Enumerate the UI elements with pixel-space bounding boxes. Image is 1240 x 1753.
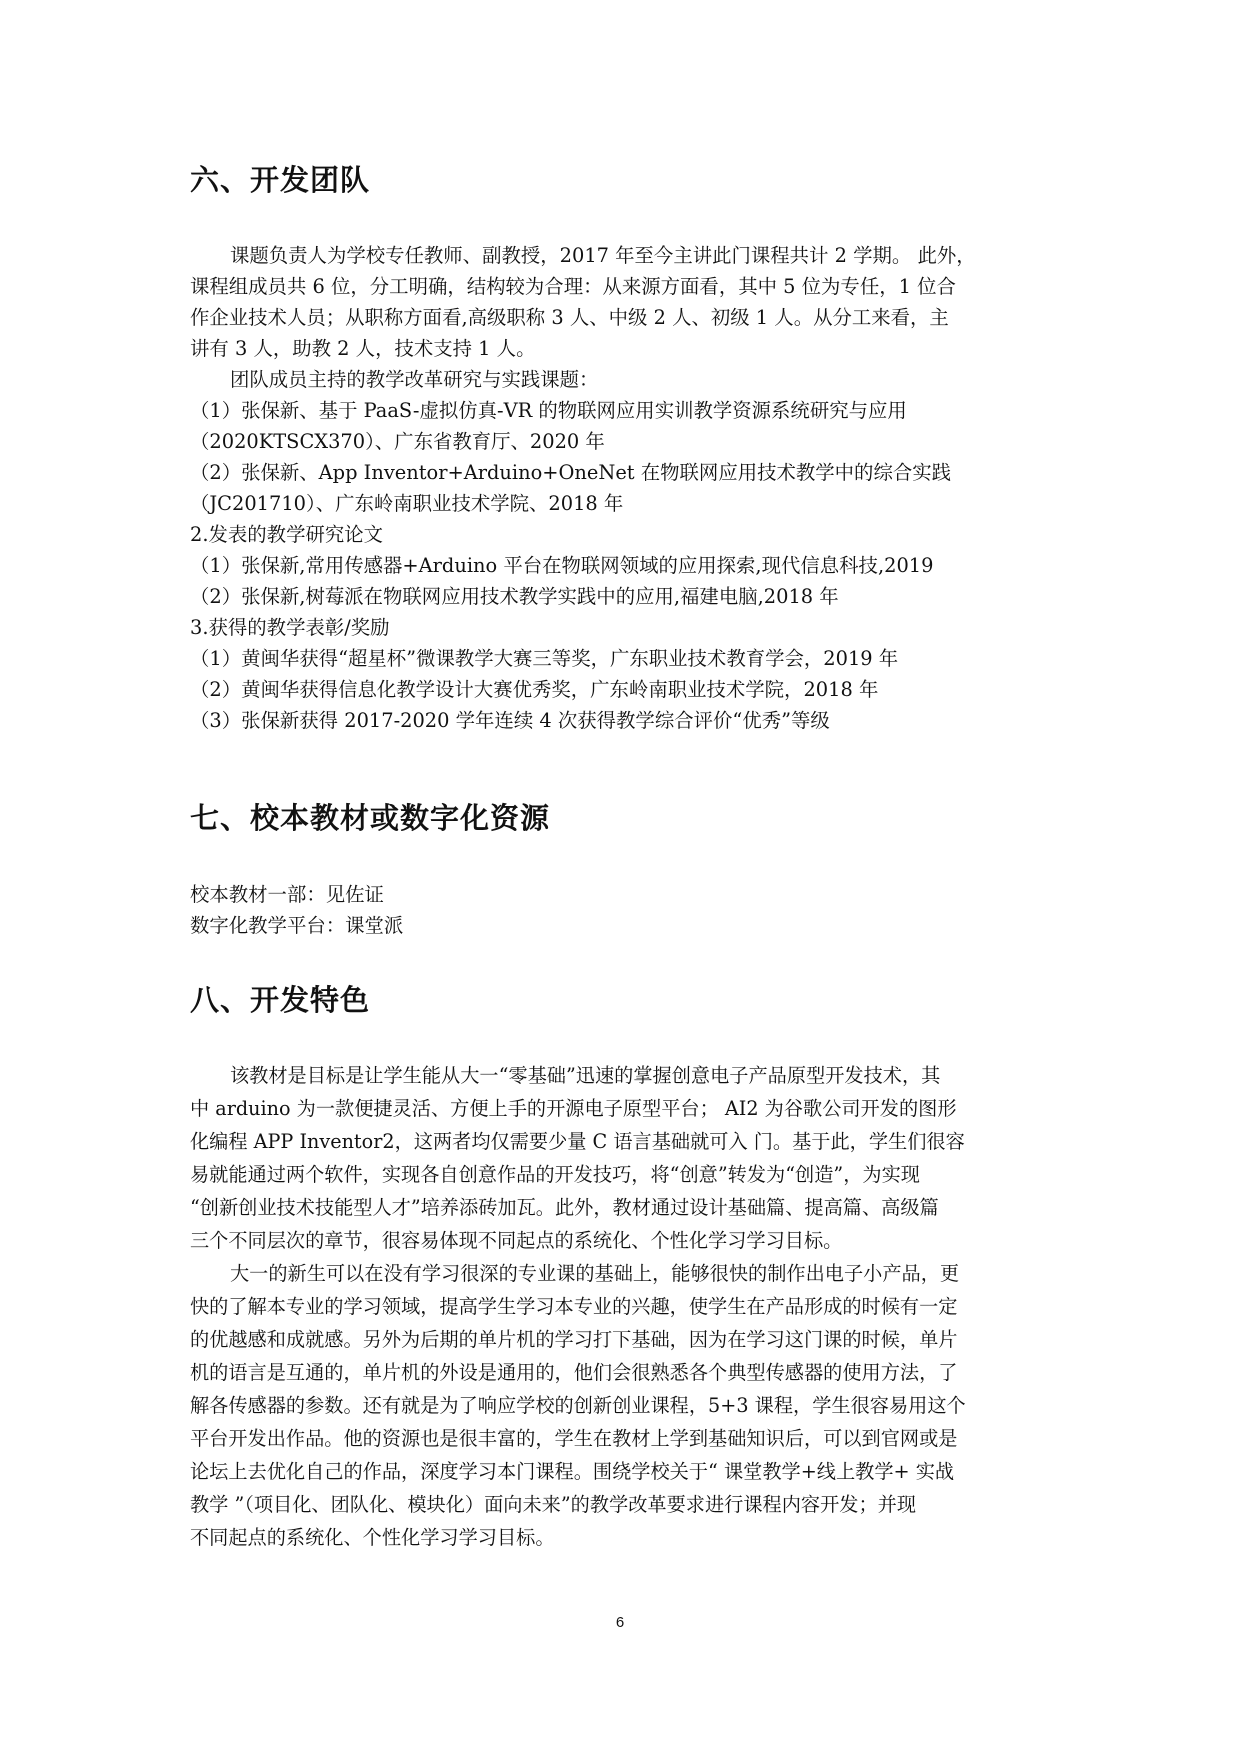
paragraph-line: 讲有 3 人，助教 2 人，技术支持 1 人。 [190, 337, 536, 360]
section-body-resources [190, 881, 1050, 961]
paragraph-line: 易就能通过两个软件，实现各自创意作品的开发技巧，将“创意”转发为“创造”，为实现 [190, 1163, 920, 1186]
paragraph-line: 的优越感和成就感。另外为后期的单片机的学习打下基础，因为在学习这门课的时候，单片 [190, 1328, 958, 1351]
section-body-features [190, 1062, 1050, 1582]
list-item-line: （2）黄闽华获得信息化教学设计大赛优秀奖，广东岭南职业技术学院，2018 年 [190, 678, 879, 701]
paragraph-line: 大一的新生可以在没有学习很深的专业课的基础上，能够很快的制作出电子小产品，更 [230, 1262, 960, 1285]
list-item-line: （1）黄闽华获得“超星杯”微课教学大赛三等奖，广东职业技术教育学会，2019 年 [190, 647, 899, 670]
paragraph-line: 机的语言是互通的，单片机的外设是通用的，他们会很熟悉各个典型传感器的使用方法，了 [190, 1361, 958, 1384]
list-item-line: （JC201710）、广东岭南职业技术学院、2018 年 [190, 492, 624, 515]
paragraph-line: 课程组成员共 6 位，分工明确，结构较为合理：从来源方面看，其中 5 位为专任，1 位合 [190, 275, 956, 298]
list-item-line: （1）张保新、基于 PaaS-虚拟仿真-VR 的物联网应用实训教学资源系统研究与应用 [190, 399, 907, 422]
list-item-line: （2020KTSCX370）、广东省教育厅、2020 年 [190, 430, 605, 453]
section-heading-features: 八、开发特色 [190, 983, 371, 1017]
subheading-line: 3.获得的教学表彰/奖励 [190, 616, 390, 639]
section-heading-dev-team: 六、开发团队 [190, 163, 371, 197]
list-item-line: （1）张保新,常用传感器+Arduino 平台在物联网领域的应用探索,现代信息科技,2019 [190, 554, 934, 577]
paragraph-line: 快的了解本专业的学习领域，提高学生学习本专业的兴趣，使学生在产品形成的时候有一定 [190, 1295, 958, 1318]
list-item-line: （2）张保新、App Inventor+Arduino+OneNet 在物联网应用技术教学中的综合实践 [190, 461, 952, 484]
paragraph-line: 教学 ”（项目化、团队化、模块化）面向未来”的教学改革要求进行课程内容开发；并现 [190, 1493, 917, 1516]
paragraph-line: 数字化教学平台：课堂派 [190, 914, 404, 937]
paragraph-line: 校本教材一部：见佐证 [190, 883, 384, 906]
subheading-line: 2.发表的教学研究论文 [190, 523, 384, 546]
paragraph-line: 该教材是目标是让学生能从大一“零基础”迅速的掌握创意电子产品原型开发技术，其 [230, 1064, 941, 1087]
paragraph-line: 团队成员主持的教学改革研究与实践课题： [230, 368, 599, 391]
paragraph-line: 中 arduino 为一款便捷灵活、方便上手的开源电子原型平台； AI2 为谷歌公司开发的图形 [190, 1097, 957, 1120]
section-heading-resources: 七、校本教材或数字化资源 [190, 801, 551, 835]
paragraph-line: 不同起点的系统化、个性化学习学习目标。 [190, 1526, 555, 1549]
paragraph-line: 课题负责人为学校专任教师、副教授，2017 年至今主讲此门课程共计 2 学期。 此外， [230, 244, 976, 267]
paragraph-line: “创新创业技术技能型人才”培养添砖加瓦。此外，教材通过设计基础篇、提高篇、高级篇 [190, 1196, 939, 1219]
paragraph-line: 论坛上去优化自己的作品，深度学习本门课程。围绕学校关于“ 课堂教学+线上教学+ 实战 [190, 1460, 955, 1483]
paragraph-line: 作企业技术人员；从职称方面看,高级职称 3 人、中级 2 人、初级 1 人。从分工来看，主 [190, 306, 949, 329]
list-item-line: （2）张保新,树莓派在物联网应用技术教学实践中的应用,福建电脑,2018 年 [190, 585, 839, 608]
section-body-dev-team [190, 242, 1050, 762]
paragraph-line: 化编程 APP Inventor2，这两者均仅需要少量 C 语言基础就可入 门。基于此，学生们很容 [190, 1130, 965, 1153]
list-item-line: （3）张保新获得 2017-2020 学年连续 4 次获得教学综合评价“优秀”等级 [190, 709, 830, 732]
paragraph-line: 解各传感器的参数。还有就是为了响应学校的创新创业课程，5+3 课程，学生很容易用这个 [190, 1394, 966, 1417]
paragraph-line: 平台开发出作品。他的资源也是很丰富的，学生在教材上学到基础知识后，可以到官网或是 [190, 1427, 958, 1450]
page-number: 6 [615, 1614, 625, 1631]
paragraph-line: 三个不同层次的章节，很容易体现不同起点的系统化、个性化学习学习目标。 [190, 1229, 843, 1252]
